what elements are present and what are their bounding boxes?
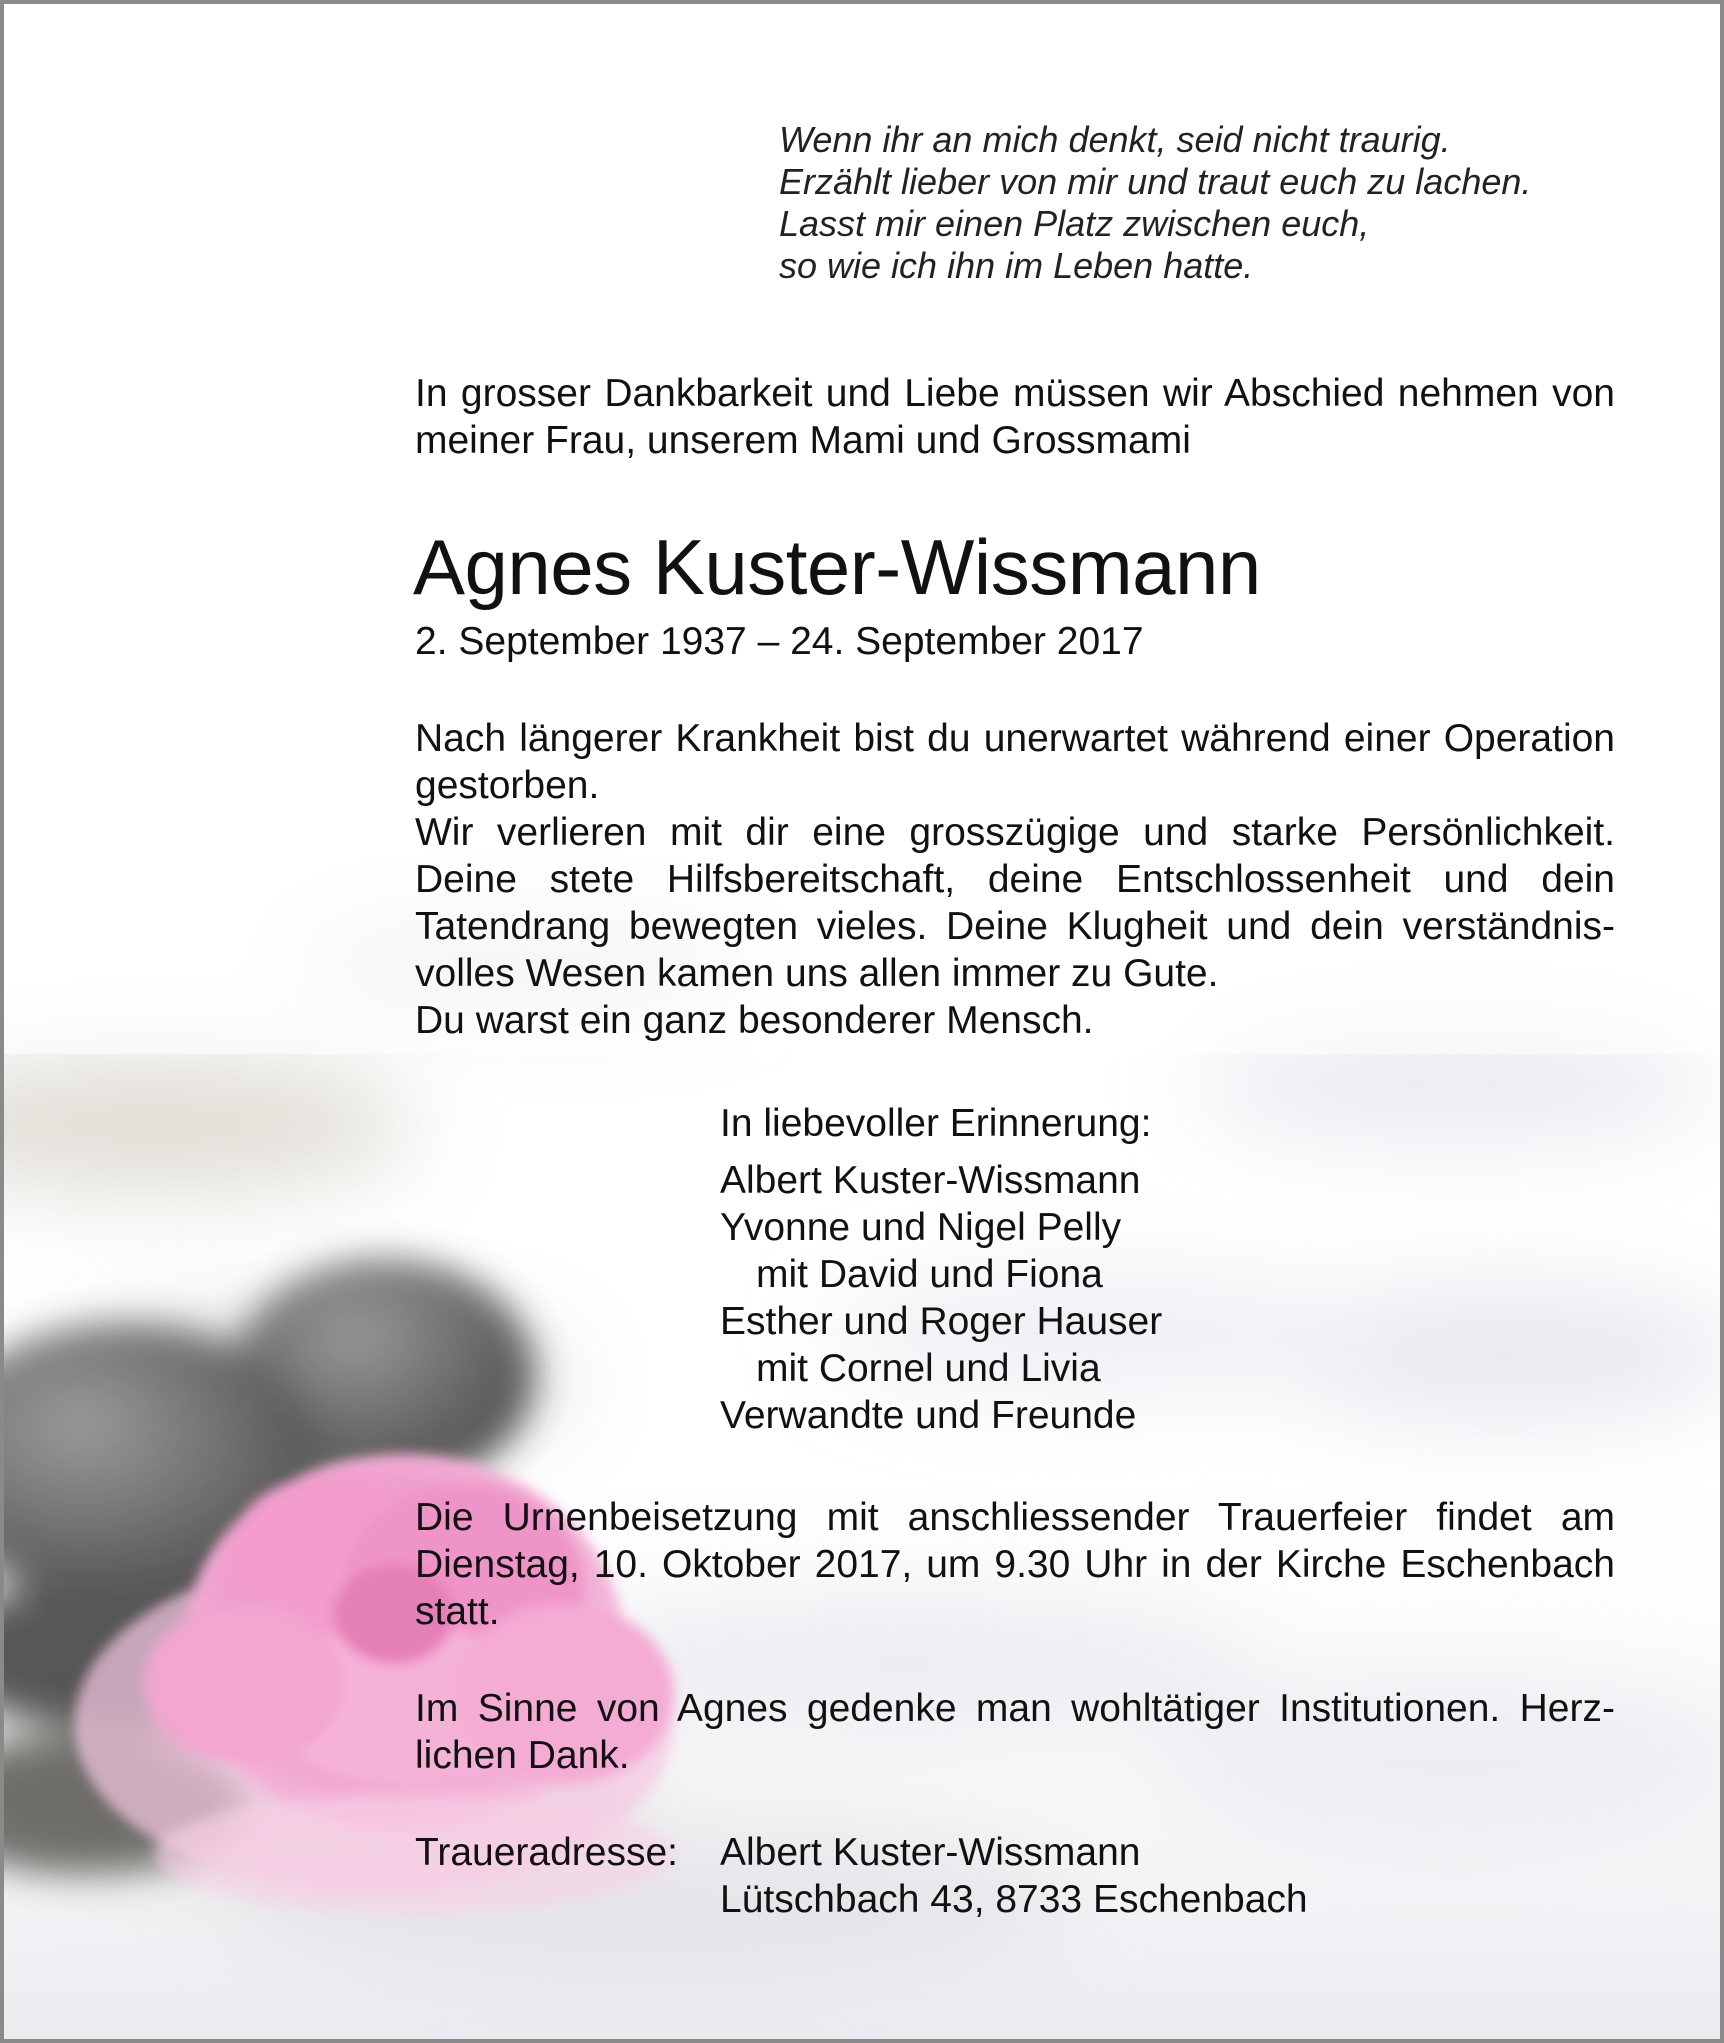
poem-line: so wie ich ihn im Leben hatte. [779,245,1254,286]
address-label: Traueradresse: [415,1831,679,1874]
donation-notice: Im Sinne von Agnes gedenke man wohltätiger Institutionen. Herzlichen Dank. [415,1687,1615,1777]
intro-text: In grosser Dankbarkeit und Liebe müssen wir Abschied nehmen von meiner Frau, unserem Mami und Grossmami [415,372,1615,462]
poem-line: Wenn ihr an mich denkt, seid nicht traurig. [779,119,1451,160]
address-name: Albert Kuster-Wissmann [720,1831,1141,1874]
poem [779,119,1639,287]
mourner-name: mit David und Fiona [756,1253,1103,1296]
address-lines [720,1829,1308,1923]
mourner-name: mit Cornel und Livia [756,1347,1101,1390]
mourner-name: Albert Kuster-Wissmann [720,1159,1141,1202]
mourner-name: Verwandte und Freunde [720,1394,1137,1437]
mourner-name: Yvonne und Nigel Pelly [720,1206,1122,1249]
tribute-paragraph: Du warst ein ganz besonderer Mensch. [415,999,1094,1042]
mourners-title: In liebevoller Erinnerung: [720,1102,1152,1145]
poem-line: Erzählt lieber von mir und traut euch zu lachen. [779,161,1532,202]
mourners-list [720,1100,1162,1439]
mourner-name: Esther und Roger Hauser [720,1300,1163,1343]
address-street: Lütschbach 43, 8733 Eschenbach [720,1878,1308,1921]
tribute-text [415,715,1615,1044]
funeral-notice: Die Urnenbeisetzung mit anschliessender Trauerfeier findet am Dienstag, 10. Oktober 2017, um 9.30 Uhr in der Kirche Eschenbach statt. [415,1496,1615,1633]
life-dates: 2. September 1937 – 24. September 2017 [415,620,1144,663]
poem-line: Lasst mir einen Platz zwischen euch, [779,203,1370,244]
tribute-paragraph: Nach längerer Krankheit bist du unerwartet während einer Operation gestorben. [415,717,1615,807]
tribute-paragraph: Wir verlieren mit dir eine grosszügige und starke Persönlichkeit. Deine stete Hilfsbereitschaft, deine Entschlossenheit und dein Tatendrang bewegten vieles. Deine Klugheit und dein verständnisvolles Wesen kamen uns allen immer zu Gute. [415,811,1615,995]
deceased-name: Agnes Kuster-Wissmann [413,523,1261,611]
